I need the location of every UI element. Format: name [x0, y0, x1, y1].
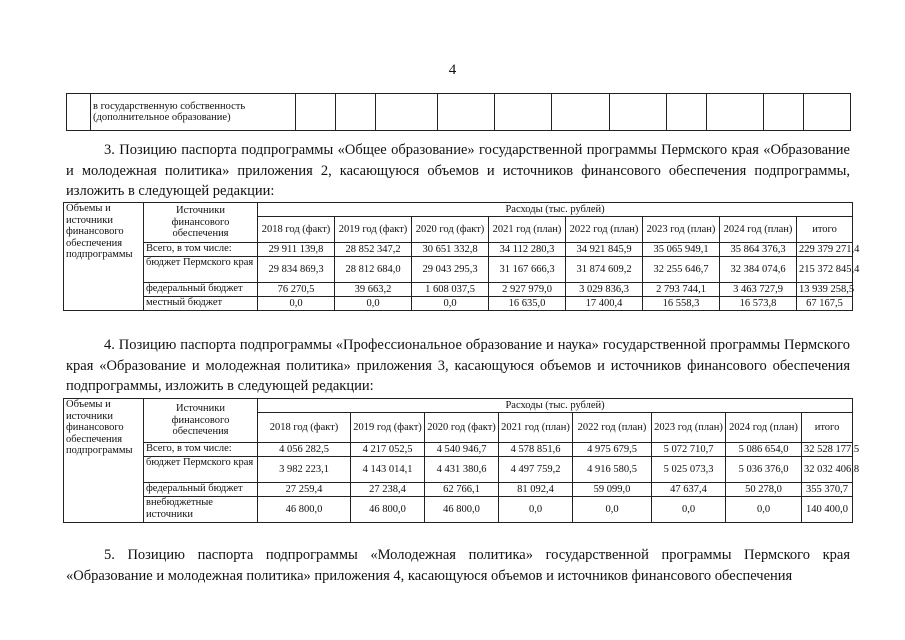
- value-cell: 76 270,5: [258, 283, 335, 297]
- source-cell: федеральный бюджет: [144, 483, 258, 497]
- continuation-row: [67, 94, 851, 131]
- value-cell: 46 800,0: [258, 497, 351, 523]
- empty-cell: [296, 94, 336, 131]
- value-cell: 50 278,0: [726, 483, 802, 497]
- table-row: [64, 297, 853, 311]
- table-header-row: [64, 203, 853, 217]
- value-cell: 3 029 836,3: [566, 283, 643, 297]
- empty-cell: [804, 94, 851, 131]
- value-cell: 0,0: [726, 497, 802, 523]
- table-row: [64, 483, 853, 497]
- sources-header: Источники финансового обеспечения: [144, 399, 258, 443]
- value-cell: 16 558,3: [643, 297, 720, 311]
- value-cell: 32 384 074,6: [720, 257, 797, 283]
- value-cell: 46 800,0: [351, 497, 425, 523]
- value-cell: 27 259,4: [258, 483, 351, 497]
- row-label: Объемы и источники финансового обеспечения подпрограммы: [64, 203, 144, 311]
- year-header: 2021 год (план): [489, 217, 566, 243]
- financing-table-general-education: [63, 202, 860, 311]
- table-row: [64, 457, 853, 483]
- value-cell: 0,0: [652, 497, 726, 523]
- value-cell: 5 036 376,0: [726, 457, 802, 483]
- value-cell: 29 911 139,8: [258, 243, 335, 257]
- table-row: [64, 257, 853, 283]
- total-cell: 32 528 177,5: [802, 443, 853, 457]
- source-cell: Всего, в том числе:: [144, 243, 258, 257]
- total-cell: 140 400,0: [802, 497, 853, 523]
- value-cell: 4 497 759,2: [499, 457, 573, 483]
- financing-table-professional-education: [63, 398, 860, 523]
- value-cell: 3 463 727,9: [720, 283, 797, 297]
- value-cell: 28 812 684,0: [335, 257, 412, 283]
- value-cell: 0,0: [499, 497, 573, 523]
- value-cell: 29 043 295,3: [412, 257, 489, 283]
- value-cell: 27 238,4: [351, 483, 425, 497]
- value-cell: 4 578 851,6: [499, 443, 573, 457]
- value-cell: 81 092,4: [499, 483, 573, 497]
- year-header: 2020 год (факт): [425, 413, 499, 443]
- value-cell: 34 112 280,3: [489, 243, 566, 257]
- value-cell: 30 651 332,8: [412, 243, 489, 257]
- value-cell: 5 025 073,3: [652, 457, 726, 483]
- year-header: 2018 год (факт): [258, 217, 335, 243]
- value-cell: 4 056 282,5: [258, 443, 351, 457]
- row-label: Объемы и источники финансового обеспечения подпрограммы: [64, 399, 144, 523]
- empty-cell: [610, 94, 667, 131]
- expenses-header: Расходы (тыс. рублей): [258, 399, 853, 413]
- value-cell: 0,0: [335, 297, 412, 311]
- total-header: итого: [802, 413, 853, 443]
- table-row: [64, 443, 853, 457]
- value-cell: 17 400,4: [566, 297, 643, 311]
- table-header-row: [64, 399, 853, 413]
- year-header: 2023 год (план): [643, 217, 720, 243]
- value-cell: 5 072 710,7: [652, 443, 726, 457]
- section-3-paragraph: 3. Позицию паспорта подпрограммы «Общее образование» государственной программы Пермского края «Образование и молодежная политика» приложения 2, касающуюся объемов и источников финансового обеспечения подпрограммы, изложить в следующей редакции:: [66, 142, 850, 199]
- year-header: 2024 год (план): [726, 413, 802, 443]
- year-header: 2023 год (план): [652, 413, 726, 443]
- section-4-paragraph: 4. Позицию паспорта подпрограммы «Профессиональное образование и наука» государственной программы Пермского края «Образование и молодежная политика» приложения 3, касающуюся объемов и источников финансового обеспечения подпрограммы, изложить в следующей редакции:: [66, 337, 850, 394]
- sources-header: Источники финансового обеспечения: [144, 203, 258, 243]
- value-cell: 2 927 979,0: [489, 283, 566, 297]
- year-header: 2019 год (факт): [351, 413, 425, 443]
- page-number: 4: [448, 62, 457, 78]
- year-header: 2022 год (план): [573, 413, 652, 443]
- source-cell: федеральный бюджет: [144, 283, 258, 297]
- value-cell: 46 800,0: [425, 497, 499, 523]
- value-cell: 47 637,4: [652, 483, 726, 497]
- section-5-paragraph: 5. Позицию паспорта подпрограммы «Молодежная политика» государственной программы Пермского края «Образование и молодежная политика» приложения 4, касающуюся объемов и источников финансового обеспечения: [66, 547, 850, 584]
- value-cell: 2 793 744,1: [643, 283, 720, 297]
- value-cell: 31 167 666,3: [489, 257, 566, 283]
- value-cell: 4 916 580,5: [573, 457, 652, 483]
- table-row: [64, 497, 853, 523]
- value-cell: 4 143 014,1: [351, 457, 425, 483]
- value-cell: 39 663,2: [335, 283, 412, 297]
- year-header: 2022 год (план): [566, 217, 643, 243]
- source-cell: Всего, в том числе:: [144, 443, 258, 457]
- value-cell: 16 635,0: [489, 297, 566, 311]
- value-cell: 62 766,1: [425, 483, 499, 497]
- value-cell: 31 874 609,2: [566, 257, 643, 283]
- empty-cell: [336, 94, 376, 131]
- value-cell: 0,0: [258, 297, 335, 311]
- value-cell: 0,0: [412, 297, 489, 311]
- total-cell: 67 167,5: [797, 297, 853, 311]
- continuation-table: [66, 93, 851, 131]
- source-cell: местный бюджет: [144, 297, 258, 311]
- table-row: [64, 283, 853, 297]
- table-row: [64, 243, 853, 257]
- value-cell: 3 982 223,1: [258, 457, 351, 483]
- source-cell: бюджет Пермского края: [144, 457, 258, 483]
- total-cell: 13 939 258,5: [797, 283, 853, 297]
- value-cell: 4 431 380,6: [425, 457, 499, 483]
- continuation-cell-text: в государственную собственность (дополнительное образование): [91, 94, 296, 131]
- empty-cell: [495, 94, 552, 131]
- empty-cell: [667, 94, 707, 131]
- total-header: итого: [797, 217, 853, 243]
- empty-cell: [764, 94, 804, 131]
- value-cell: 0,0: [573, 497, 652, 523]
- value-cell: 4 975 679,5: [573, 443, 652, 457]
- source-cell: внебюджетные источники: [144, 497, 258, 523]
- value-cell: 5 086 654,0: [726, 443, 802, 457]
- empty-cell: [552, 94, 610, 131]
- value-cell: 4 540 946,7: [425, 443, 499, 457]
- value-cell: 59 099,0: [573, 483, 652, 497]
- total-cell: 355 370,7: [802, 483, 853, 497]
- value-cell: 35 864 376,3: [720, 243, 797, 257]
- value-cell: 16 573,8: [720, 297, 797, 311]
- total-cell: 32 032 406,8: [802, 457, 853, 483]
- value-cell: 28 852 347,2: [335, 243, 412, 257]
- total-cell: 229 379 271,4: [797, 243, 853, 257]
- year-header: 2018 год (факт): [258, 413, 351, 443]
- expenses-header: Расходы (тыс. рублей): [258, 203, 853, 217]
- year-header: 2021 год (план): [499, 413, 573, 443]
- value-cell: 32 255 646,7: [643, 257, 720, 283]
- empty-cell: [438, 94, 495, 131]
- source-cell: бюджет Пермского края: [144, 257, 258, 283]
- empty-cell: [707, 94, 764, 131]
- empty-cell: [67, 94, 91, 131]
- value-cell: 35 065 949,1: [643, 243, 720, 257]
- empty-cell: [376, 94, 438, 131]
- year-header: 2020 год (факт): [412, 217, 489, 243]
- year-header: 2024 год (план): [720, 217, 797, 243]
- year-header: 2019 год (факт): [335, 217, 412, 243]
- value-cell: 29 834 869,3: [258, 257, 335, 283]
- total-cell: 215 372 845,4: [797, 257, 853, 283]
- value-cell: 34 921 845,9: [566, 243, 643, 257]
- value-cell: 1 608 037,5: [412, 283, 489, 297]
- value-cell: 4 217 052,5: [351, 443, 425, 457]
